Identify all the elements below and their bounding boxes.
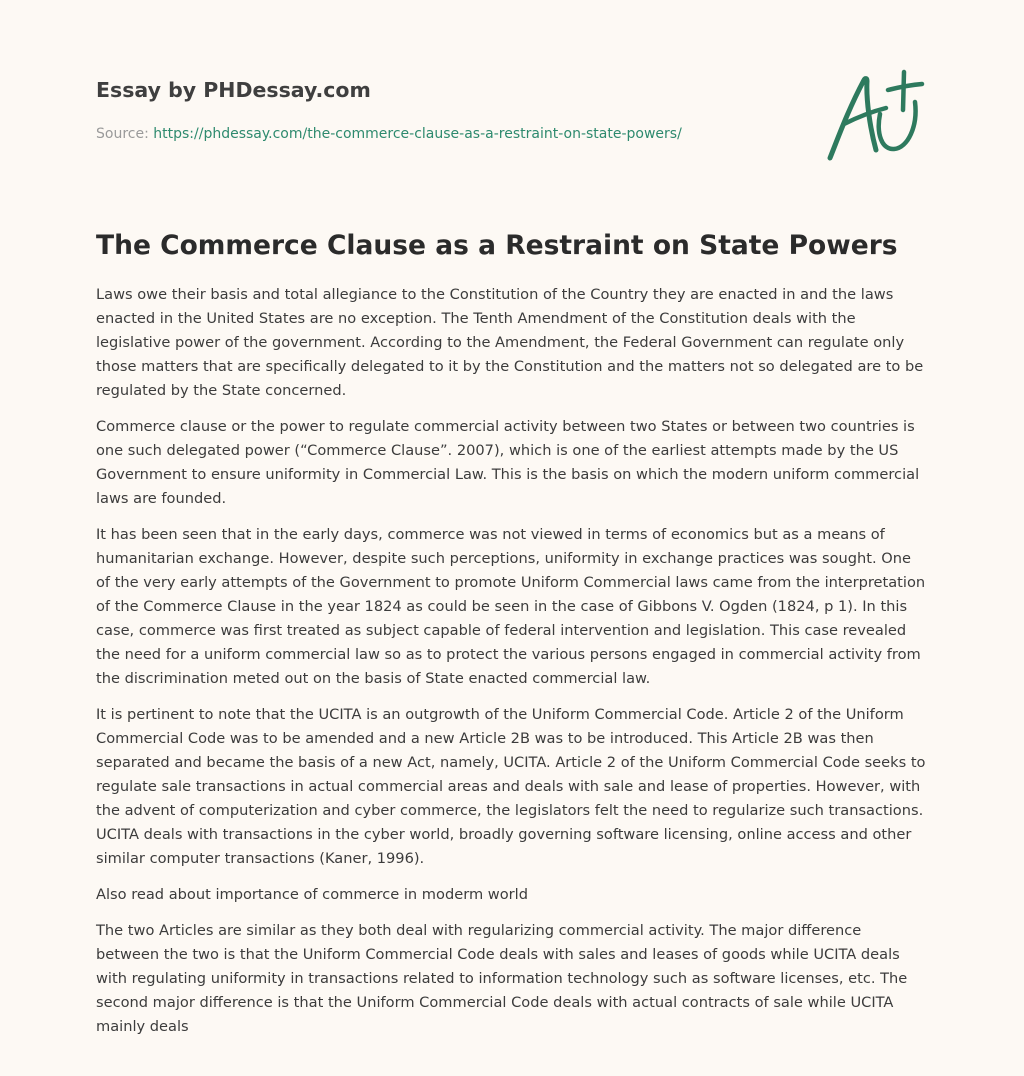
source-line (96, 124, 816, 144)
source-label: Source: (96, 126, 154, 142)
essay-paragraph: It has been seen that in the early days, commerce was not viewed in terms of economics but as a means of humanitarian exchange. However, despite such perceptions, uniformity in exchange practices was sought. One of the very early attempts of the Government to promote Uniform Commercial laws came from the interpretation of the Commerce Clause in the year 1824 as could be seen in the case of Gibbons V. Ogden (1824, p 1). In this case, commerce was first treated as subject capable of federal intervention and legislation. This case revealed the need for a uniform commercial law so as to protect the various persons engaged in commercial activity from the discrimination meted out on the basis of State enacted commercial law. (96, 526, 926, 687)
essay-paragraph: Commerce clause or the power to regulate commercial activity between two States or between two countries is one such delegated power (“Commerce Clause”. 2007), which is one of the earliest attempts made by the US Government to ensure uniformity in Commercial Law. This is the basis on which the modern uniform commercial laws are founded. (96, 418, 920, 507)
essay-paragraph: The two Articles are similar as they both deal with regularizing commercial activity. The major difference between the two is that the Uniform Commercial Code deals with sales and leases of goods while UCITA deals with regulating uniformity in transactions related to information technology such as software licenses, etc. The second major difference is that the Uniform Commercial Code deals with actual contracts of sale while UCITA mainly deals (96, 922, 908, 1035)
essay-paragraph: Laws owe their basis and total allegiance to the Constitution of the Country they are enacted in and the laws enacted in the United States are no exception. The Tenth Amendment of the Constitution deals with the legislative power of the government. According to the Amendment, the Federal Government can regulate only those matters that are specifically delegated to it by the Constitution and the matters not so delegated are to be regulated by the State concerned. (96, 286, 924, 399)
a-plus-logo-icon (824, 66, 928, 166)
essay-title: The Commerce Clause as a Restraint on State Powers (96, 230, 898, 261)
site-title: Essay by PHDessay.com (96, 78, 371, 102)
essay-content (96, 226, 928, 1051)
essay-header (96, 74, 816, 144)
source-link[interactable]: https://phdessay.com/the-commerce-clause-as-a-restraint-on-state-powers/ (153, 126, 682, 142)
essay-paragraph: It is pertinent to note that the UCITA is an outgrowth of the Uniform Commercial Code. Article 2 of the Uniform Commercial Code was to be amended and a new Article 2B was to be introduced. This Article 2B was then separated and became the basis of a new Act, namely, UCITA. Article 2 of the Uniform Commercial Code seeks to regulate sale transactions in actual commercial areas and deals with sale and lease of properties. However, with the advent of computerization and cyber commerce, the legislators felt the need to regularize such transactions. UCITA deals with transactions in the cyber world, broadly governing software licensing, online access and other similar computer transactions (Kaner, 1996). (96, 706, 926, 867)
essay-body (96, 283, 928, 1039)
also-read-line: Also read about importance of commerce in moderm world (96, 886, 528, 903)
